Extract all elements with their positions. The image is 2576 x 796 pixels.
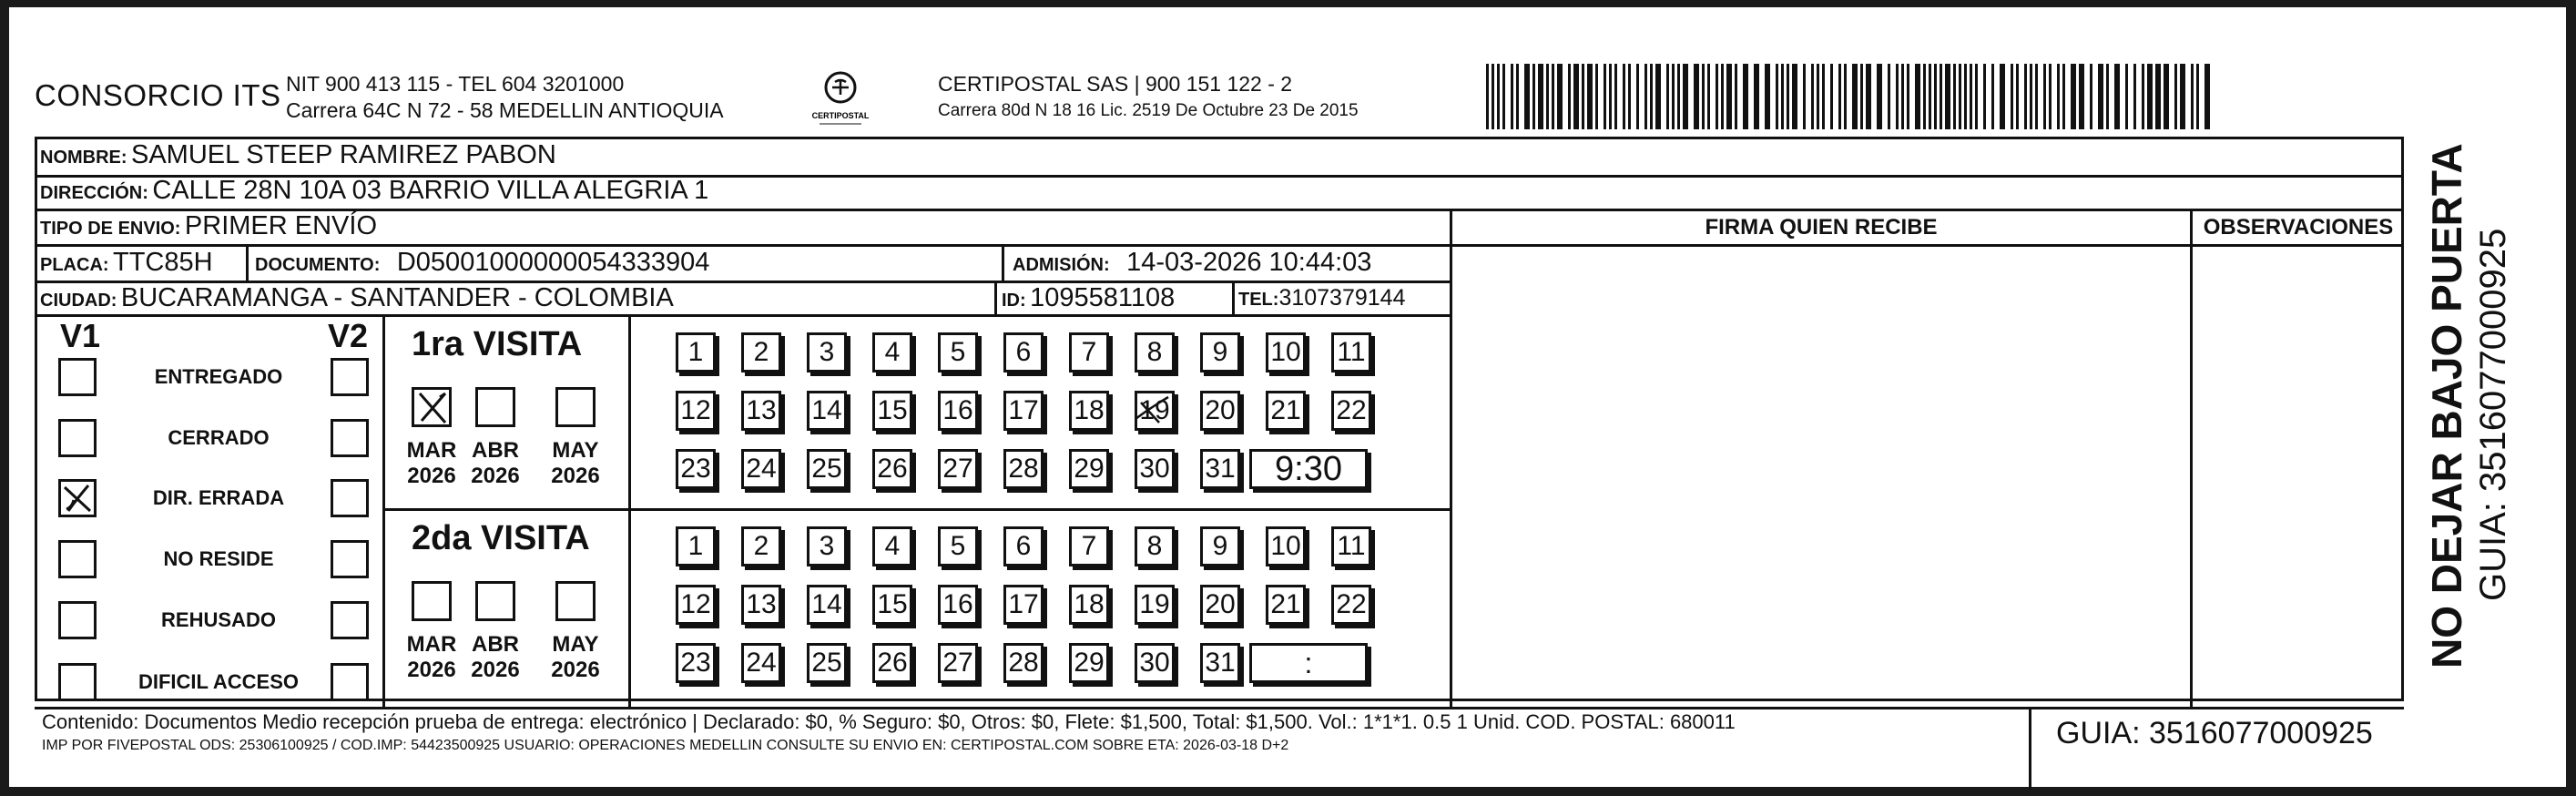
guia-divider — [2029, 707, 2031, 790]
day-box[interactable]: 6 — [1003, 332, 1044, 372]
v2-checkbox[interactable] — [331, 663, 369, 701]
col-divider-firma — [1450, 209, 1452, 707]
barcode-bar — [1983, 64, 1986, 129]
address-line: Carrera 64C N 72 - 58 MEDELLIN ANTIOQUIA — [286, 98, 724, 122]
barcode-bar — [1552, 64, 1554, 129]
barcode-bar — [2016, 64, 2019, 129]
day-box[interactable]: 7 — [1069, 332, 1109, 372]
v1-label: V1 — [60, 317, 101, 354]
barcode-bar — [1609, 64, 1612, 129]
side-guia: GUIA: 3516077000925 — [2473, 228, 2513, 601]
barcode-bar — [2057, 64, 2060, 129]
day-box[interactable]: 26 — [872, 643, 912, 683]
barcode-bar — [1929, 64, 1931, 129]
month-checkbox[interactable] — [412, 581, 452, 621]
day-box[interactable]: 29 — [1069, 643, 1109, 683]
barcode-bar — [1595, 64, 1598, 129]
day-box[interactable]: 27 — [938, 449, 978, 489]
day-box[interactable]: 13 — [741, 585, 781, 625]
check-mark-icon — [414, 390, 451, 426]
company-info — [286, 71, 724, 124]
day-box[interactable]: 2 — [741, 332, 781, 372]
barcode-bar — [1953, 64, 1956, 129]
month-label: MAY 2026 — [551, 438, 600, 488]
barcode-bar — [1792, 64, 1797, 129]
barcode-bar — [1524, 64, 1530, 129]
id-value: 1095581108 — [1030, 283, 1176, 312]
tel-label: TEL: — [1238, 290, 1279, 310]
barcode-bar — [1860, 64, 1863, 129]
day-box[interactable]: 17 — [1003, 391, 1044, 431]
footer-guia: GUIA: 3516077000925 — [2056, 716, 2373, 750]
barcode-bar — [1907, 64, 1909, 129]
status-label: DIR. ERRADA — [152, 486, 285, 509]
row-divider — [35, 314, 1451, 317]
v2-checkbox[interactable] — [331, 479, 369, 517]
direccion-label: DIRECCIÓN: — [40, 183, 148, 203]
barcode-bar — [1964, 64, 1967, 129]
barcode-bar — [2000, 64, 2005, 129]
check-mark-icon — [61, 482, 94, 515]
barcode-bar — [1975, 64, 1978, 129]
barcode-bar — [1743, 64, 1748, 129]
day-box[interactable]: 14 — [807, 391, 847, 431]
barcode-bar — [1721, 64, 1724, 129]
ciudad-value: BUCARAMANGA - SANTANDER - COLOMBIA — [120, 283, 674, 312]
barcode-bar — [2147, 64, 2153, 129]
barcode-bar — [2114, 64, 2120, 129]
v2-checkbox[interactable] — [331, 358, 369, 396]
barcode-bar — [2024, 64, 2027, 129]
time-field[interactable]: 9:30 — [1249, 449, 1368, 489]
barcode-bar — [1765, 64, 1770, 129]
tipo-row — [40, 211, 377, 241]
firma-header: FIRMA QUIEN RECIBE — [1705, 215, 1938, 240]
status-label: NO RESIDE — [163, 547, 274, 570]
page-edge-right — [2566, 0, 2576, 796]
month-label: MAR 2026 — [406, 438, 457, 488]
day-box[interactable]: 26 — [872, 449, 912, 489]
month-checkbox[interactable] — [555, 387, 596, 427]
day-box[interactable]: 5 — [938, 332, 978, 372]
day-box[interactable]: 14 — [807, 585, 847, 625]
barcode-bar — [2049, 64, 2052, 129]
day-box[interactable]: 25 — [807, 643, 847, 683]
day-box[interactable]: 20 — [1200, 585, 1240, 625]
barcode-bar — [1568, 64, 1571, 129]
barcode-bar — [1803, 64, 1806, 129]
barcode-bar — [1817, 64, 1819, 129]
barcode-bar — [1923, 64, 1926, 129]
barcode-bar — [1754, 64, 1759, 129]
day-box[interactable]: 12 — [676, 391, 716, 431]
day-box[interactable]: 4 — [872, 332, 912, 372]
barcode-bar — [1822, 64, 1825, 129]
v1-checkbox[interactable] — [58, 358, 97, 396]
tel-value: 3107379144 — [1278, 285, 1406, 311]
observaciones-header: OBSERVACIONES — [2203, 215, 2394, 240]
day-box[interactable]: 29 — [1069, 449, 1109, 489]
barcode-bar — [1707, 64, 1710, 129]
day-box[interactable]: 4 — [872, 526, 912, 566]
barcode-bar — [1901, 64, 1904, 129]
visit-title: 1ra VISITA — [412, 325, 583, 363]
barcode-bar — [1486, 64, 1489, 129]
barcode-bar — [1896, 64, 1899, 129]
barcode-bar — [1650, 64, 1653, 129]
barcode-bar — [2043, 64, 2046, 129]
barcode-bar — [2098, 64, 2103, 129]
barcode-bar — [2011, 64, 2013, 129]
barcode-bar — [2133, 64, 2136, 129]
barcode-bar — [2035, 64, 2038, 129]
day-box[interactable]: 22 — [1331, 585, 1371, 625]
barcode-bar — [1644, 64, 1647, 129]
day-box[interactable]: 18 — [1069, 585, 1109, 625]
v1-checkbox[interactable] — [58, 479, 97, 517]
barcode-bar — [2079, 64, 2084, 129]
day-box[interactable]: 11 — [1331, 332, 1371, 372]
day-box[interactable]: 3 — [807, 332, 847, 372]
day-box[interactable]: 18 — [1069, 391, 1109, 431]
status-label: CERRADO — [168, 426, 270, 449]
day-box[interactable]: 15 — [872, 585, 912, 625]
day-box[interactable]: 23 — [676, 449, 716, 489]
barcode-bar — [1557, 64, 1563, 129]
barcode-bar — [1776, 64, 1778, 129]
barcode-bar — [1915, 64, 1920, 129]
id-label: ID: — [1002, 291, 1026, 311]
barcode-bar — [1787, 64, 1789, 129]
barcode-bar — [1838, 64, 1841, 129]
side-warning: NO DEJAR BAJO PUERTA — [2423, 143, 2470, 668]
barcode-bar — [1492, 64, 1494, 129]
barcode-bar — [2191, 64, 2194, 129]
barcode-bar — [1502, 64, 1505, 129]
placa-value: TTC85H — [113, 248, 213, 277]
barcode-bar — [1716, 64, 1718, 129]
day-box[interactable]: 25 — [807, 449, 847, 489]
day-box[interactable]: 9 — [1200, 526, 1240, 566]
month-label: MAY 2026 — [551, 632, 600, 682]
day-box[interactable]: 30 — [1135, 643, 1175, 683]
barcode-bar — [1666, 64, 1669, 129]
v1-checkbox[interactable] — [58, 663, 97, 701]
barcode-bar — [2180, 64, 2185, 129]
v2-checkbox[interactable] — [331, 601, 369, 639]
tipo-label: TIPO DE ENVIO: — [40, 219, 181, 239]
month-checkbox[interactable] — [555, 581, 596, 621]
barcode-bar — [2106, 64, 2109, 129]
barcode-bar — [1934, 64, 1937, 129]
barcode-bar — [1726, 64, 1732, 129]
day-box[interactable]: 13 — [741, 391, 781, 431]
visit-title: 2da VISITA — [412, 519, 590, 557]
day-box[interactable]: 21 — [1266, 391, 1306, 431]
day-box[interactable]: 28 — [1003, 449, 1044, 489]
page-edge-bottom — [0, 787, 2576, 796]
carrier-info — [938, 71, 1359, 124]
day-box[interactable]: 31 — [1200, 449, 1240, 489]
barcode-bar — [1852, 64, 1858, 129]
nit-line: NIT 900 413 115 - TEL 604 3201000 — [286, 72, 625, 96]
cell-divider — [1002, 244, 1004, 281]
barcode-bar — [1532, 64, 1535, 129]
cell-divider — [1232, 281, 1235, 314]
day-box[interactable]: 30 — [1135, 449, 1175, 489]
month-checkbox[interactable] — [475, 387, 515, 427]
footer-print-info: IMP POR FIVEPOSTAL ODS: 25306100925 / COD.IMP: 54423500925 USUARIO: OPERACIONES MEDELLIN CONSULTE SU ENVIO EN: CERTIPOSTAL.COM SOBRE ETA: 2026-03-18 D+2 — [42, 738, 1289, 753]
day-box[interactable]: 17 — [1003, 585, 1044, 625]
barcode-bar — [1628, 64, 1631, 129]
barcode-bar — [1582, 64, 1584, 129]
day-box[interactable]: 19 — [1135, 585, 1175, 625]
barcode-bar — [1623, 64, 1625, 129]
day-box[interactable]: 20 — [1200, 391, 1240, 431]
day-box[interactable]: 10 — [1266, 332, 1306, 372]
day-box[interactable]: 16 — [938, 391, 978, 431]
barcode-bar — [2071, 64, 2076, 129]
v1-checkbox[interactable] — [58, 540, 97, 578]
barcode-bar — [2174, 64, 2177, 129]
col-divider-observaciones — [2190, 209, 2193, 707]
barcode-bar — [2164, 64, 2169, 129]
day-box[interactable]: 28 — [1003, 643, 1044, 683]
barcode-bar — [1844, 64, 1847, 129]
barcode-bar — [1830, 64, 1833, 129]
documento-cell — [255, 248, 709, 278]
documento-value: D05001000000054333904 — [396, 248, 710, 277]
barcode-bar — [1573, 64, 1579, 129]
barcode-bar — [1655, 64, 1661, 129]
barcode-bar — [1877, 64, 1882, 129]
barcode-bar — [2196, 64, 2199, 129]
day-box[interactable]: 21 — [1266, 585, 1306, 625]
day-box[interactable]: 3 — [807, 526, 847, 566]
certipostal-logo — [809, 66, 872, 128]
barcode-bar — [1781, 64, 1784, 129]
barcode-bar — [1694, 64, 1699, 129]
day-box[interactable]: 8 — [1135, 526, 1175, 566]
check-mark-icon — [1132, 392, 1172, 428]
carrier-address: Carrera 80d N 18 16 Lic. 2519 De Octubre 23 De 2015 — [938, 101, 1359, 120]
v2-checkbox[interactable] — [331, 419, 369, 457]
nombre-value: SAMUEL STEEP RAMIREZ PABON — [131, 140, 556, 169]
barcode-bar — [1683, 64, 1688, 129]
barcode-bar — [1516, 64, 1519, 129]
barcode-bar — [1511, 64, 1513, 129]
row-divider — [35, 209, 2404, 211]
time-field[interactable]: : — [1249, 643, 1368, 683]
barcode — [1486, 64, 2215, 129]
day-box[interactable]: 12 — [676, 585, 716, 625]
barcode-bar — [1888, 64, 1890, 129]
month-label: MAR 2026 — [406, 632, 457, 682]
admision-label: ADMISIÓN: — [1013, 255, 1110, 275]
day-box[interactable]: 27 — [938, 643, 978, 683]
barcode-bar — [1677, 64, 1680, 129]
status-label: REHUSADO — [161, 608, 276, 631]
day-box[interactable]: 8 — [1135, 332, 1175, 372]
ciudad-cell — [40, 283, 674, 313]
footer-contents: Contenido: Documentos Medio recepción prueba de entrega: electrónico | Declarado: $0, % Seguro: $0, Otros: $0, Flete: $1,500, Total: $1,500. Vol.: 1*1*1. 0.5 1 Unid. COD. POSTAL: 680011 — [42, 710, 1736, 733]
day-box[interactable]: 19 — [1135, 391, 1175, 431]
day-box[interactable]: 22 — [1331, 391, 1371, 431]
month-checkbox[interactable] — [412, 387, 452, 427]
day-box[interactable]: 23 — [676, 643, 716, 683]
barcode-bar — [1702, 64, 1705, 129]
barcode-bar — [1636, 64, 1639, 129]
nombre-label: NOMBRE: — [40, 148, 127, 168]
barcode-bar — [1940, 64, 1942, 129]
barcode-bar — [1959, 64, 1961, 129]
admision-value: 14-03-2026 10:44:03 — [1126, 248, 1372, 277]
barcode-bar — [1735, 64, 1737, 129]
v2-checkbox[interactable] — [331, 540, 369, 578]
page-edge-left — [0, 0, 9, 796]
day-box[interactable]: 16 — [938, 585, 978, 625]
barcode-bar — [2155, 64, 2161, 129]
company-name: CONSORCIO ITS — [35, 78, 281, 112]
barcode-bar — [1614, 64, 1617, 129]
day-box[interactable]: 31 — [1200, 643, 1240, 683]
day-box[interactable]: 24 — [741, 643, 781, 683]
tel-cell — [1238, 285, 1405, 311]
carrier-name: CERTIPOSTAL SAS | 900 151 122 - 2 — [938, 72, 1293, 96]
day-box[interactable]: 5 — [938, 526, 978, 566]
tipo-value: PRIMER ENVÍO — [184, 211, 378, 240]
barcode-bar — [2204, 64, 2210, 129]
barcode-bar — [2090, 64, 2092, 129]
day-box[interactable]: 1 — [676, 332, 716, 372]
barcode-bar — [2142, 64, 2144, 129]
barcode-bar — [1497, 64, 1500, 129]
barcode-bar — [1970, 64, 1972, 129]
logo-text: CERTIPOSTAL — [811, 111, 870, 120]
barcode-bar — [1866, 64, 1871, 129]
month-label: ABR 2026 — [471, 632, 520, 682]
barcode-bar — [2062, 64, 2065, 129]
barcode-bar — [1672, 64, 1675, 129]
barcode-bar — [1604, 64, 1606, 129]
barcode-bar — [1587, 64, 1593, 129]
barcode-bar — [1991, 64, 1994, 129]
barcode-bar — [2125, 64, 2128, 129]
status-label: DIFICIL ACCESO — [137, 670, 299, 693]
id-cell — [1002, 283, 1175, 313]
day-box[interactable]: 10 — [1266, 526, 1306, 566]
documento-label: DOCUMENTO: — [255, 255, 381, 275]
day-box[interactable]: 9 — [1200, 332, 1240, 372]
direccion-row — [40, 176, 708, 206]
barcode-bar — [1546, 64, 1549, 129]
admision-cell — [1013, 248, 1371, 278]
footer-divider — [35, 707, 2404, 709]
nombre-row — [40, 140, 556, 170]
day-box[interactable]: 7 — [1069, 526, 1109, 566]
status-label: ENTREGADO — [154, 365, 283, 388]
day-box[interactable]: 6 — [1003, 526, 1044, 566]
placa-cell — [40, 248, 213, 278]
day-box[interactable]: 11 — [1331, 526, 1371, 566]
barcode-bar — [1811, 64, 1814, 129]
cell-divider — [246, 244, 249, 281]
barcode-bar — [1538, 64, 1543, 129]
placa-label: PLACA: — [40, 255, 109, 275]
month-checkbox[interactable] — [475, 581, 515, 621]
month-label: ABR 2026 — [471, 438, 520, 488]
day-box[interactable]: 24 — [741, 449, 781, 489]
row-divider — [35, 244, 2404, 247]
day-box[interactable]: 1 — [676, 526, 716, 566]
page-edge-top — [0, 0, 2576, 7]
day-box[interactable]: 2 — [741, 526, 781, 566]
barcode-bar — [2030, 64, 2032, 129]
v2-label: V2 — [328, 317, 369, 354]
visit-divider — [382, 508, 1451, 511]
v1-checkbox[interactable] — [58, 601, 97, 639]
cell-divider — [994, 281, 997, 314]
v1-checkbox[interactable] — [58, 419, 97, 457]
direccion-value: CALLE 28N 10A 03 BARRIO VILLA ALEGRIA 1 — [152, 176, 709, 205]
barcode-bar — [1945, 64, 1950, 129]
day-box[interactable]: 15 — [872, 391, 912, 431]
ciudad-label: CIUDAD: — [40, 291, 117, 311]
